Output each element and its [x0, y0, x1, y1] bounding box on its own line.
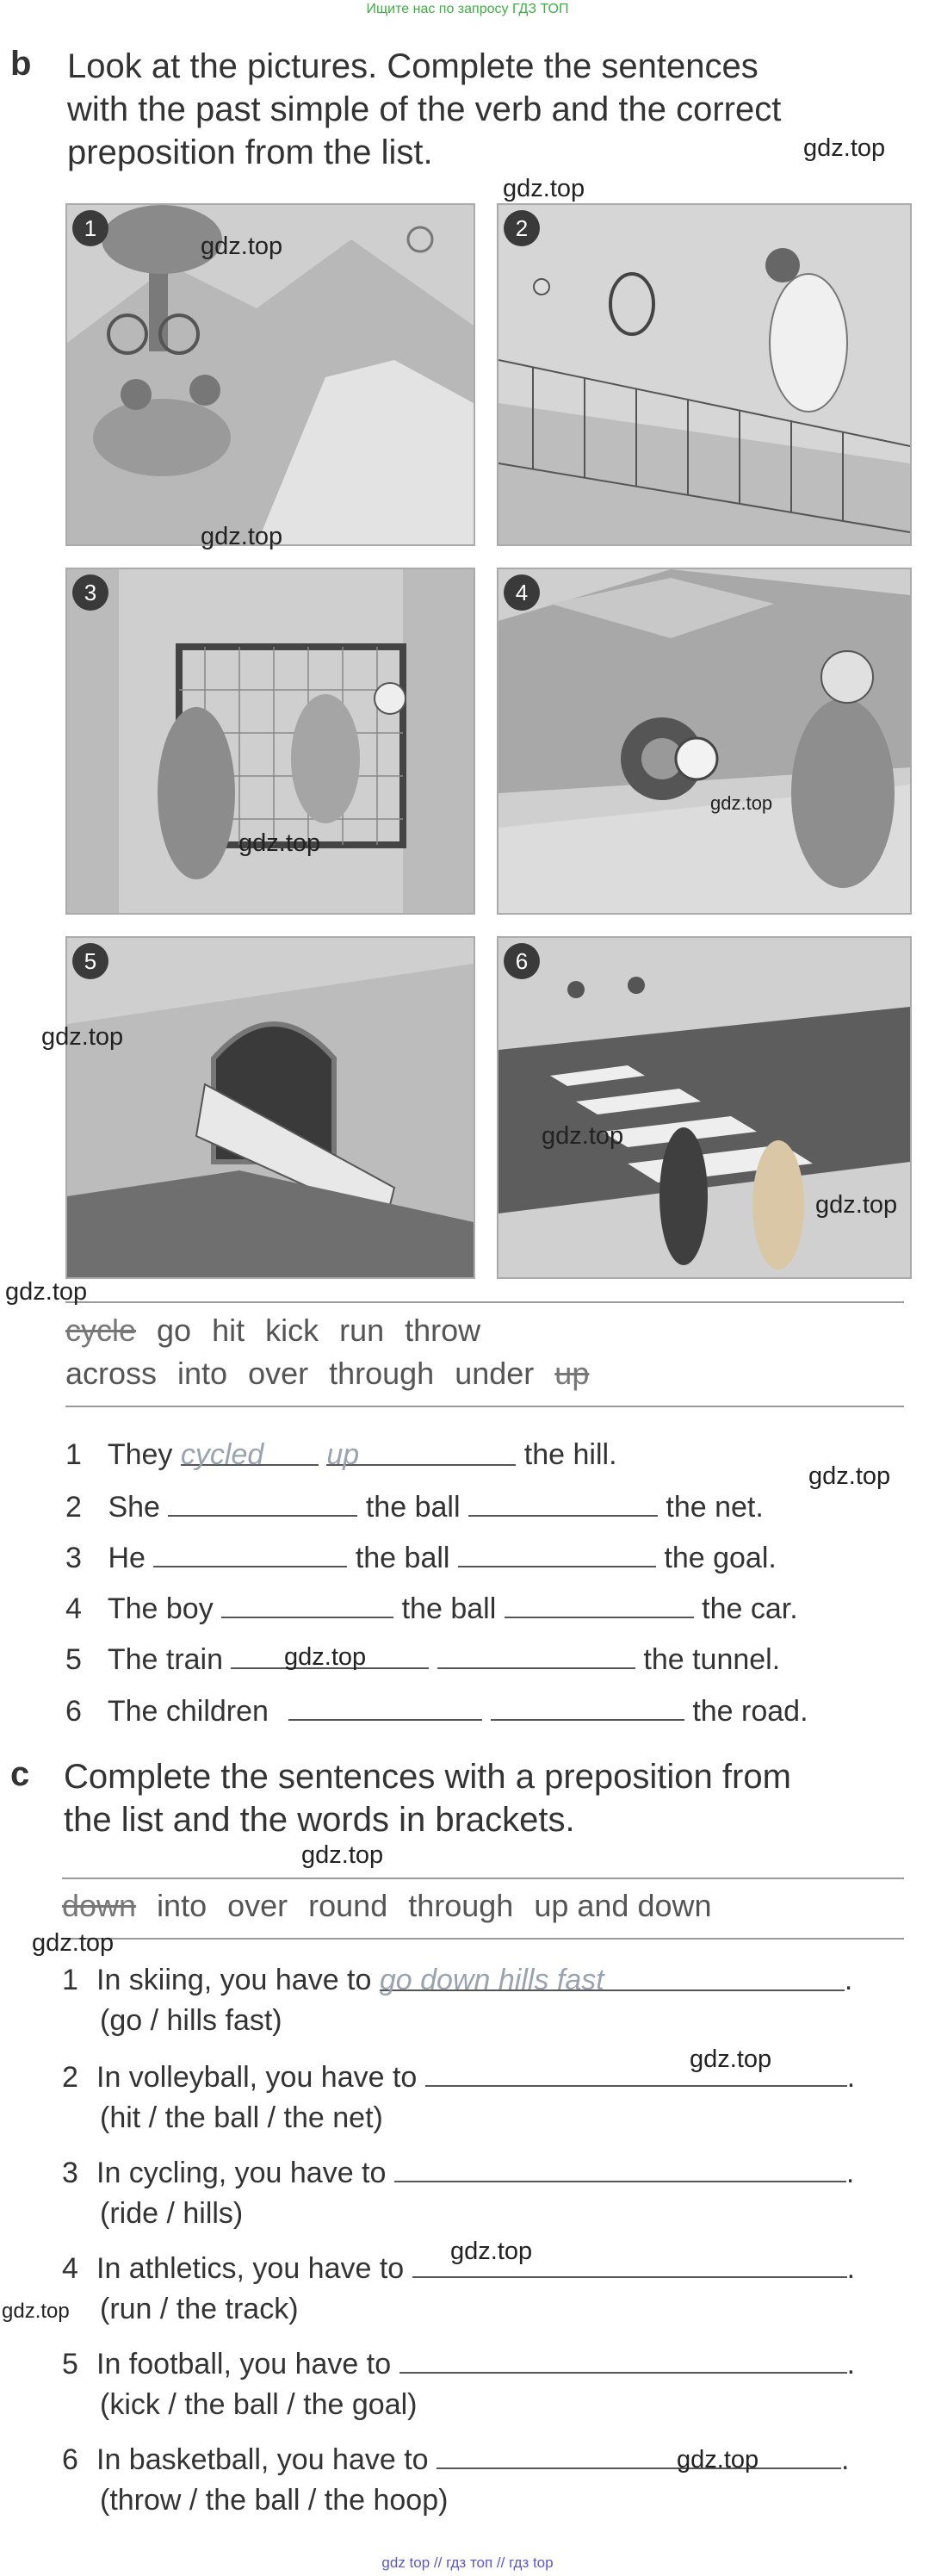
watermark: gdz.top: [41, 1023, 124, 1051]
answer-blank[interactable]: [221, 1591, 393, 1618]
watermark: gdz.top: [450, 2238, 533, 2265]
exercise-b-instruction: [67, 45, 781, 174]
verb-hit: hit: [212, 1313, 245, 1348]
sentence-c-1: 1 In skiing, you have to go down hills fast . (go / hills fast): [62, 1964, 853, 2037]
bracket-hint: (ride / hills): [100, 2197, 244, 2230]
answer-blank[interactable]: [468, 1489, 658, 1517]
word-into: into: [157, 1888, 207, 1923]
sentence-b-5: 5 The train the tunnel.: [65, 1643, 781, 1676]
answer-blank[interactable]: [425, 2059, 847, 2087]
verb-run: run: [339, 1313, 385, 1348]
preposition-through: through: [329, 1356, 435, 1391]
word-box-top-rule: [62, 1878, 904, 1879]
bracket-hint: (run / the track): [100, 2293, 299, 2325]
instruction-line: with the past simple of the verb and the correct: [67, 90, 782, 128]
sentence-c-6: 6 In basketball, you have to . (throw / the ball / the hoop): [62, 2443, 850, 2517]
instruction-line: preposition from the list.: [67, 133, 433, 171]
sentence-c-3: 3 In cycling, you have to . (ride / hills): [62, 2157, 855, 2230]
train-tunnel-illustration: [67, 938, 474, 1277]
watermark: gdz.top: [542, 1122, 624, 1150]
footer-links[interactable]: gdz top // гдз топ // гдз top: [381, 2554, 554, 2571]
sentence-c-4: 4 In athletics, you have to . (run / the track): [62, 2252, 856, 2325]
answer-blank[interactable]: [491, 1693, 684, 1721]
answer-blank[interactable]: up: [326, 1438, 516, 1466]
picture-6-children-crossing: [497, 936, 912, 1279]
word-list-c: [62, 1888, 733, 1924]
answer-blank[interactable]: [168, 1489, 357, 1517]
watermark: gdz.top: [32, 1929, 115, 1957]
picture-number-badge: 6: [504, 943, 540, 979]
sentence-b-2: 2 She the ball the net.: [65, 1491, 764, 1524]
picture-number-badge: 5: [72, 943, 108, 979]
watermark: gdz.top: [690, 2045, 772, 2073]
verb-go: go: [157, 1313, 192, 1348]
answer-blank[interactable]: [437, 2442, 841, 2469]
crossing-illustration: [498, 938, 910, 1277]
instruction-line: Look at the pictures. Complete the sentences: [67, 47, 759, 85]
word-up-and-down: up and down: [534, 1888, 712, 1923]
watermark: gdz.top: [201, 523, 283, 550]
picture-2-tennis-player: [497, 203, 912, 546]
word-box-top-rule: [65, 1301, 904, 1303]
sentence-b-1: 1 They cycled up the hill.: [65, 1438, 617, 1471]
verb-throw: throw: [405, 1313, 481, 1348]
boy-car-illustration: [498, 569, 910, 913]
bracket-hint: (throw / the ball / the hoop): [100, 2484, 449, 2517]
sentence-b-4: 4 The boy the ball the car.: [65, 1592, 798, 1625]
watermark: gdz.top: [238, 829, 321, 857]
word-round: round: [308, 1888, 388, 1923]
answer-blank[interactable]: [505, 1591, 694, 1618]
picture-number-badge: 4: [504, 574, 540, 611]
sentence-c-5: 5 In football, you have to . (kick / the ball / the goal): [62, 2348, 856, 2421]
verb-kick: kick: [265, 1313, 319, 1348]
exercise-c-instruction: [64, 1755, 791, 1841]
picture-5-train-tunnel: [65, 936, 475, 1279]
sentence-b-6: 6 The children the road.: [65, 1695, 808, 1728]
instruction-line: the list and the words in brackets.: [64, 1801, 575, 1839]
picture-4-boy-kicks-ball: [497, 568, 912, 915]
answer-blank[interactable]: go down hills fast: [380, 1964, 845, 1991]
preposition-under: under: [455, 1356, 535, 1391]
word-box-bottom-rule: [62, 1938, 904, 1940]
answer-blank[interactable]: [458, 1540, 656, 1567]
answer-blank[interactable]: [153, 1540, 347, 1567]
watermark: gdz.top: [808, 1462, 891, 1490]
watermark: gdz.top: [284, 1643, 367, 1671]
watermark: gdz.top: [2, 2300, 70, 2323]
bracket-hint: (hit / the ball / the net): [100, 2101, 383, 2134]
word-box-bottom-rule: [65, 1406, 904, 1407]
sentence-c-2: 2 In volleyball, you have to . (hit / the ball / the net): [62, 2061, 856, 2134]
answer-blank[interactable]: [437, 1642, 635, 1669]
tennis-illustration: [498, 205, 910, 544]
exercise-c-letter: c: [10, 1755, 30, 1793]
preposition-over: over: [248, 1356, 309, 1391]
verb-list: [65, 1313, 501, 1349]
watermark: gdz.top: [201, 233, 283, 260]
exercise-b-letter: b: [10, 45, 32, 83]
watermark: gdz.top: [301, 1841, 384, 1869]
picture-number-badge: 1: [72, 210, 108, 246]
preposition-list: [65, 1356, 610, 1392]
picture-number-badge: 2: [504, 210, 540, 246]
watermark: gdz.top: [710, 792, 773, 814]
watermark: gdz.top: [677, 2446, 759, 2474]
answer-blank[interactable]: [399, 2346, 847, 2374]
watermark: gdz.top: [803, 134, 886, 162]
picture-number-badge: 3: [72, 574, 108, 611]
word-through: through: [408, 1888, 514, 1923]
picture-3-football-goal: [65, 568, 475, 915]
verb-cycle: cycle: [65, 1313, 137, 1348]
answer-blank[interactable]: cycled: [181, 1438, 319, 1466]
sentence-b-3: 3 He the ball the goal.: [65, 1542, 777, 1574]
watermark: gdz.top: [5, 1278, 88, 1306]
bracket-hint: (kick / the ball / the goal): [100, 2388, 418, 2421]
preposition-up: up: [554, 1356, 590, 1391]
answer-blank[interactable]: [288, 1693, 482, 1721]
preposition-into: into: [177, 1356, 228, 1391]
bracket-hint: (go / hills fast): [100, 2004, 282, 2037]
watermark: gdz.top: [815, 1191, 898, 1219]
watermark: gdz.top: [503, 175, 585, 202]
answer-blank[interactable]: [394, 2155, 846, 2182]
top-banner[interactable]: Ищите нас по запросу ГДЗ ТОП: [366, 2, 569, 16]
football-goal-illustration: [67, 569, 474, 913]
word-over: over: [227, 1888, 288, 1923]
word-down: down: [62, 1888, 137, 1923]
preposition-across: across: [65, 1356, 158, 1391]
instruction-line: Complete the sentences with a preposition from: [64, 1758, 791, 1796]
